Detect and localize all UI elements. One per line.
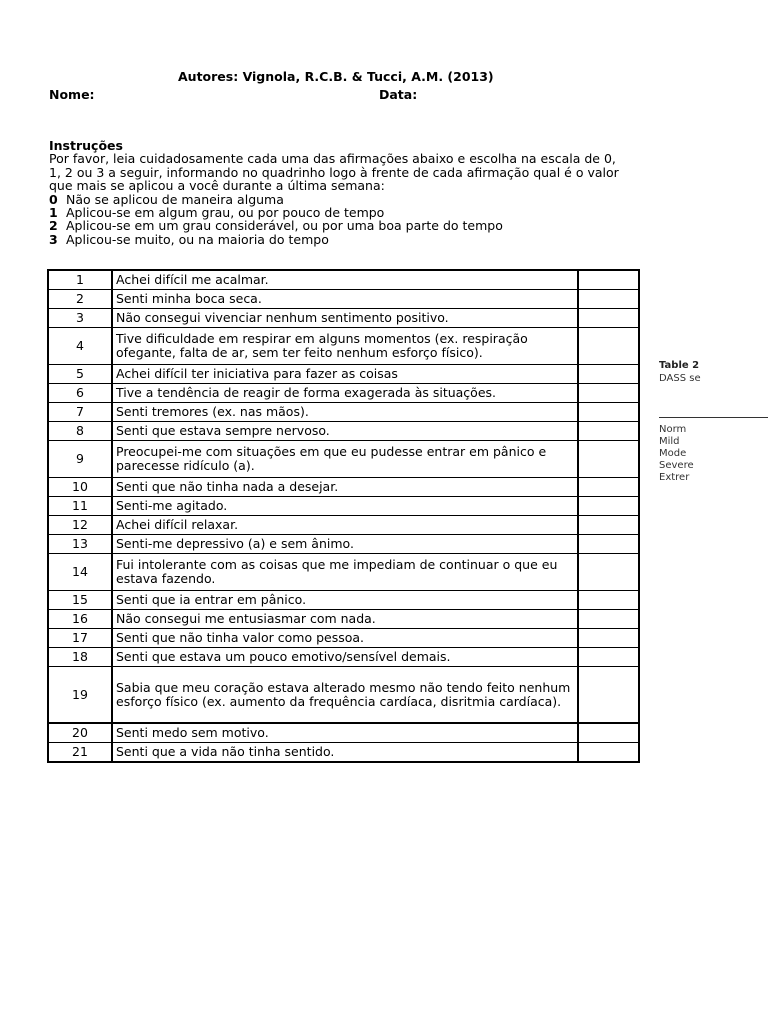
answer-cell[interactable] — [578, 629, 639, 648]
item-number: 1 — [48, 270, 112, 290]
scale-option-number: 3 — [49, 231, 58, 247]
side-table-row: Severe — [659, 460, 694, 471]
item-text: Achei difícil me acalmar. — [112, 270, 578, 290]
item-text: Não consegui me entusiasmar com nada. — [112, 610, 578, 629]
side-table-title: Table 2 — [659, 360, 700, 371]
scale-option — [49, 206, 619, 219]
scale-option-text: Não se aplicou de maneira alguma — [66, 191, 284, 207]
instructions-line: que mais se aplicou a você durante a última semana: — [49, 178, 385, 194]
answer-cell[interactable] — [578, 478, 639, 497]
table-row — [48, 497, 639, 516]
table-row — [48, 554, 639, 591]
scale-option-text: Aplicou-se em algum grau, ou por pouco de tempo — [66, 205, 385, 221]
instructions-block — [49, 139, 619, 246]
scale-option-number: 2 — [49, 218, 58, 234]
item-number: 18 — [48, 648, 112, 667]
scale-option — [49, 219, 619, 232]
item-number: 20 — [48, 723, 112, 743]
table-row — [48, 422, 639, 441]
item-text: Senti-me depressivo (a) e sem ânimo. — [112, 535, 578, 554]
answer-cell[interactable] — [578, 723, 639, 743]
instructions-line: 1, 2 ou 3 a seguir, informando no quadrinho logo à frente de cada afirmação qual é o valor — [49, 164, 619, 180]
item-number: 14 — [48, 554, 112, 591]
item-text: Fui intolerante com as coisas que me impediam de continuar o que eu estava fazendo. — [112, 554, 578, 591]
name-label: Nome: — [49, 87, 95, 102]
answer-cell[interactable] — [578, 648, 639, 667]
table-row — [48, 270, 639, 290]
item-number: 21 — [48, 743, 112, 763]
table-row — [48, 648, 639, 667]
item-number: 2 — [48, 290, 112, 309]
item-text: Senti que a vida não tinha sentido. — [112, 743, 578, 763]
answer-cell[interactable] — [578, 516, 639, 535]
table-row — [48, 384, 639, 403]
side-table-subtitle: DASS se — [659, 373, 701, 384]
scale-option-number: 1 — [49, 205, 58, 221]
scale-option — [49, 233, 619, 246]
table-row — [48, 723, 639, 743]
item-number: 10 — [48, 478, 112, 497]
authors-line: Autores: Vignola, R.C.B. & Tucci, A.M. (2013) — [178, 69, 494, 84]
answer-cell[interactable] — [578, 403, 639, 422]
side-table-row: Extrer — [659, 472, 690, 483]
item-number: 6 — [48, 384, 112, 403]
table-row — [48, 441, 639, 478]
table-row — [48, 403, 639, 422]
instructions-title: Instruções — [49, 138, 123, 153]
item-text: Preocupei-me com situações em que eu pudesse entrar em pânico e parecesse ridículo (a). — [112, 441, 578, 478]
item-number: 3 — [48, 309, 112, 328]
item-text: Senti que não tinha valor como pessoa. — [112, 629, 578, 648]
table-row — [48, 309, 639, 328]
item-number: 13 — [48, 535, 112, 554]
item-number: 8 — [48, 422, 112, 441]
item-text: Tive dificuldade em respirar em alguns momentos (ex. respiração ofegante, falta de ar, sem ter feito nenhum esforço físico). — [112, 328, 578, 365]
table-row — [48, 667, 639, 724]
item-text: Senti minha boca seca. — [112, 290, 578, 309]
item-text: Achei difícil ter iniciativa para fazer as coisas — [112, 365, 578, 384]
side-table-row: Mild — [659, 436, 680, 447]
side-table-row: Norm — [659, 424, 687, 435]
item-text: Senti que estava um pouco emotivo/sensível demais. — [112, 648, 578, 667]
side-table-rule — [659, 417, 768, 418]
item-text: Achei difícil relaxar. — [112, 516, 578, 535]
answer-cell[interactable] — [578, 743, 639, 763]
scale-option-text: Aplicou-se em um grau considerável, ou por uma boa parte do tempo — [66, 218, 503, 234]
answer-cell[interactable] — [578, 591, 639, 610]
table-row — [48, 516, 639, 535]
item-text: Sabia que meu coração estava alterado mesmo não tendo feito nenhum esforço físico (ex. aumento da frequência cardíaca, disritmia cardíaca). — [112, 667, 578, 724]
scale-option-text: Aplicou-se muito, ou na maioria do tempo — [66, 231, 329, 247]
scale-option-number: 0 — [49, 191, 58, 207]
item-text: Senti que não tinha nada a desejar. — [112, 478, 578, 497]
instructions-line: Por favor, leia cuidadosamente cada uma das afirmações abaixo e escolha na escala de 0, — [49, 151, 616, 167]
item-text: Senti que estava sempre nervoso. — [112, 422, 578, 441]
date-label: Data: — [379, 87, 418, 102]
item-number: 7 — [48, 403, 112, 422]
questionnaire-table — [47, 269, 640, 763]
answer-cell[interactable] — [578, 365, 639, 384]
answer-cell[interactable] — [578, 610, 639, 629]
answer-cell[interactable] — [578, 441, 639, 478]
item-number: 5 — [48, 365, 112, 384]
answer-cell[interactable] — [578, 535, 639, 554]
answer-cell[interactable] — [578, 497, 639, 516]
table-row — [48, 610, 639, 629]
answer-cell[interactable] — [578, 667, 639, 724]
item-text: Não consegui vivenciar nenhum sentimento positivo. — [112, 309, 578, 328]
item-number: 15 — [48, 591, 112, 610]
table-row — [48, 535, 639, 554]
answer-cell[interactable] — [578, 290, 639, 309]
answer-cell[interactable] — [578, 309, 639, 328]
item-number: 4 — [48, 328, 112, 365]
item-number: 19 — [48, 667, 112, 724]
item-number: 16 — [48, 610, 112, 629]
item-number: 11 — [48, 497, 112, 516]
table-row — [48, 591, 639, 610]
answer-cell[interactable] — [578, 384, 639, 403]
table-row — [48, 365, 639, 384]
dass-severity-table-fragment — [659, 360, 768, 490]
table-row — [48, 290, 639, 309]
item-text: Tive a tendência de reagir de forma exagerada às situações. — [112, 384, 578, 403]
scale-option — [49, 193, 619, 206]
answer-cell[interactable] — [578, 554, 639, 591]
table-row — [48, 629, 639, 648]
side-table-rows — [659, 424, 694, 484]
item-text: Senti medo sem motivo. — [112, 723, 578, 743]
answer-cell[interactable] — [578, 270, 639, 290]
table-row — [48, 328, 639, 365]
item-number: 12 — [48, 516, 112, 535]
answer-cell[interactable] — [578, 422, 639, 441]
item-number: 9 — [48, 441, 112, 478]
side-table-row: Mode — [659, 448, 687, 459]
item-text: Senti tremores (ex. nas mãos). — [112, 403, 578, 422]
table-row — [48, 478, 639, 497]
table-row — [48, 743, 639, 763]
item-text: Senti-me agitado. — [112, 497, 578, 516]
item-number: 17 — [48, 629, 112, 648]
answer-cell[interactable] — [578, 328, 639, 365]
item-text: Senti que ia entrar em pânico. — [112, 591, 578, 610]
